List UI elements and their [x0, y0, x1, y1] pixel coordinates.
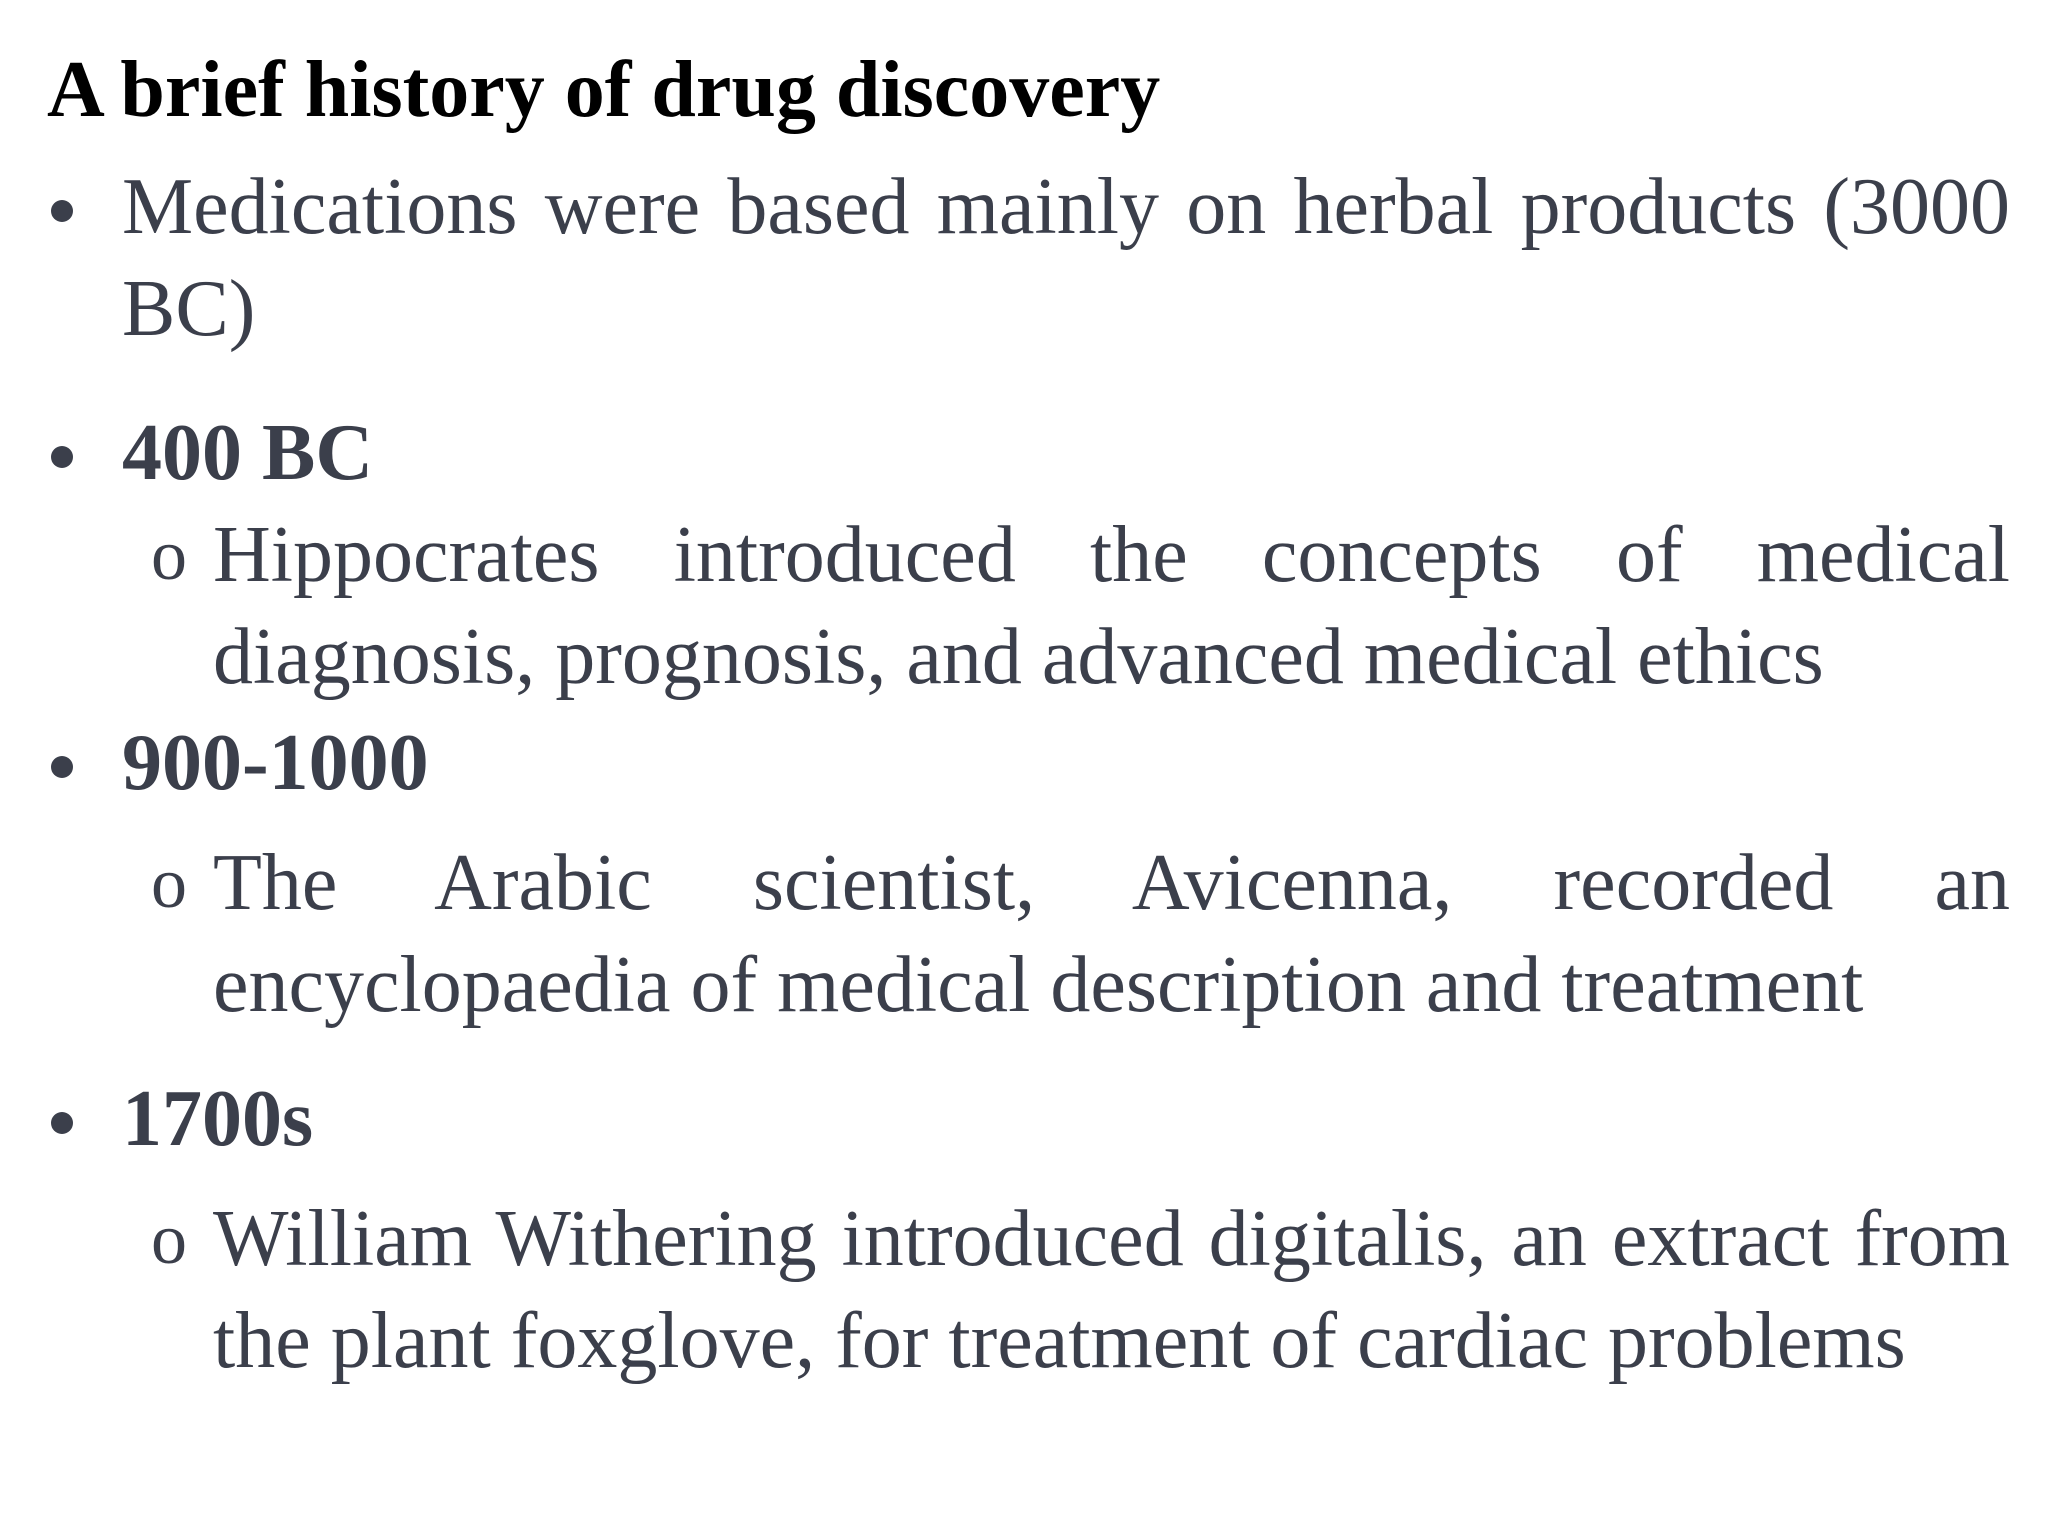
sub-bullet-circle-icon: o — [151, 843, 187, 923]
sub-bullet-circle-icon: o — [151, 515, 187, 595]
bullet-dot-icon — [47, 1068, 77, 1170]
bullet-dot-icon — [47, 402, 77, 504]
bullet-dot-icon — [47, 156, 77, 258]
list-item — [47, 156, 2010, 360]
bullet-heading: 400 BC — [122, 409, 374, 497]
list-item — [47, 712, 2010, 814]
sub-bullet-text: The Arabic scientist, Avicenna, recorded an encyclopaedia of medical description and treatment — [213, 839, 2010, 1029]
bullet-text: Medications were based mainly on herbal products (3000 BC) — [122, 163, 2010, 353]
list-item — [47, 832, 2010, 1036]
slide-title: A brief history of drug discovery — [47, 46, 1161, 134]
list-item — [47, 402, 2010, 504]
bullet-heading: 1700s — [122, 1075, 314, 1163]
bullet-list — [47, 156, 2010, 1392]
bullet-dot-icon — [47, 712, 77, 814]
list-item — [47, 1188, 2010, 1392]
sub-bullet-text: William Withering introduced digitalis, an extract from the plant foxglove, for treatment of cardiac problems — [213, 1195, 2010, 1385]
list-item — [47, 504, 2010, 708]
sub-bullet-text: Hippocrates introduced the concepts of medical diagnosis, prognosis, and advanced medical ethics — [213, 511, 2010, 701]
list-item — [47, 1068, 2010, 1170]
sub-bullet-circle-icon: o — [151, 1199, 187, 1279]
bullet-heading: 900-1000 — [122, 719, 429, 807]
